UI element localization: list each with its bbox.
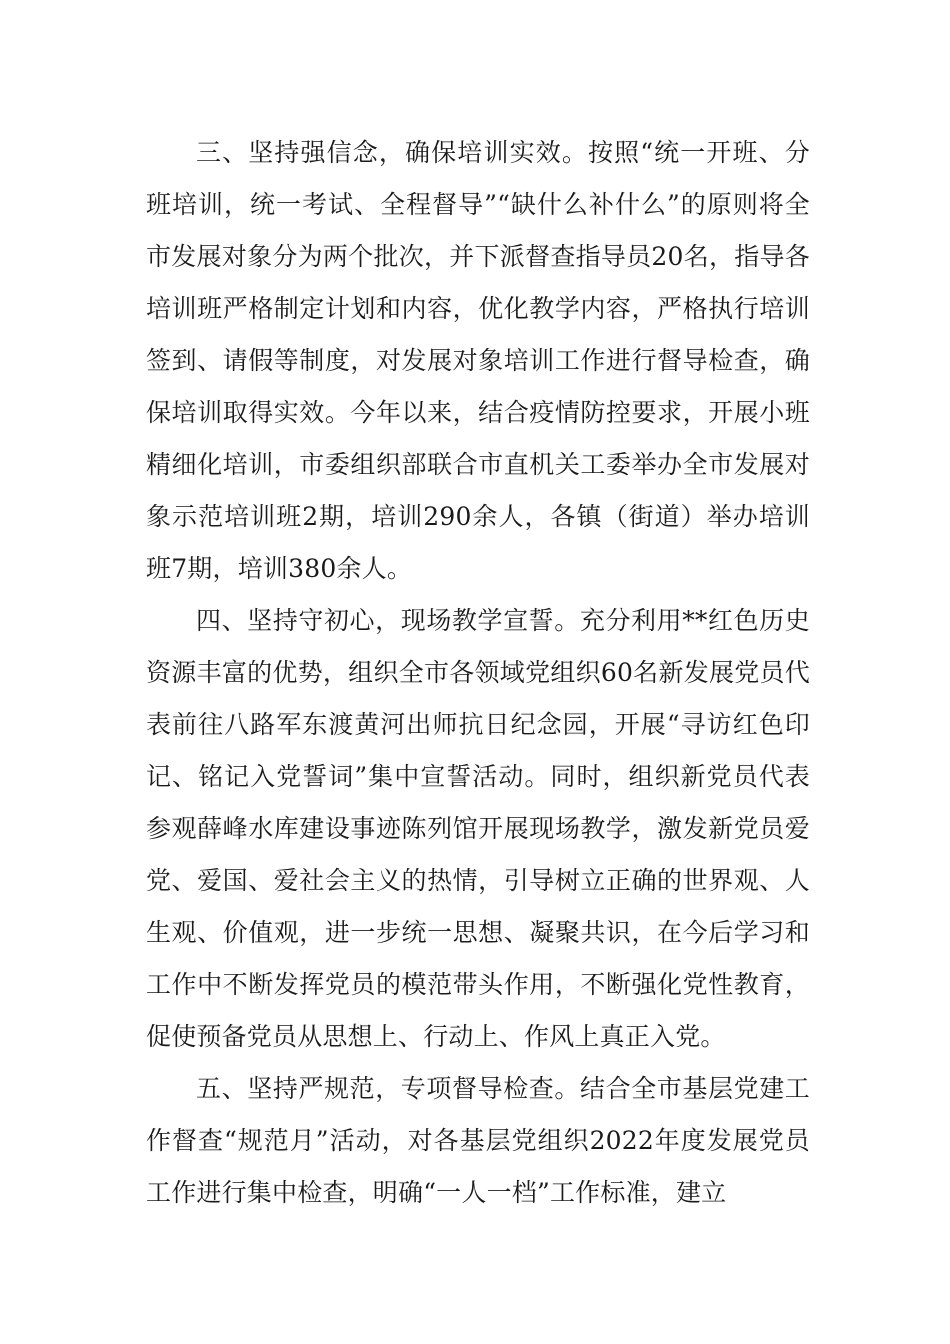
paragraph-supervision-inspection: 五、坚持严规范，专项督导检查。结合全市基层党建工作督查“规范月”活动，对各基层党组织2022年度发展党员工作进行集中检查，明确“一人一档”工作标准，建立 <box>146 1074 810 1207</box>
paragraph-oath-education: 四、坚持守初心，现场教学宣誓。充分利用**红色历史资源丰富的优势，组织全市各领域党组织60名新发展党员代表前往八路军东渡黄河出师抗日纪念园，开展“寻访红色印记、铭记入党誓词”集中宣誓活动。同时，组织新党员代表参观薛峰水库建设事迹陈列馆开展现场教学，激发新党员爱党、爱国、爱社会主义的热情，引导树立正确的世界观、人生观、价值观，进一步统一思想、凝聚共识，在今后学习和工作中不断发挥党员的模范带头作用，不断强化党性教育，促使预备党员从思想上、行动上、作风上真正入党。 <box>146 606 810 1051</box>
document-body <box>146 127 810 1219</box>
paragraph-training-effectiveness: 三、坚持强信念，确保培训实效。按照“统一开班、分班培训，统一考试、全程督导”“缺什么补什么”的原则将全市发展对象分为两个批次，并下派督查指导员20名，指导各培训班严格制定计划和内容，优化教学内容，严格执行培训签到、请假等制度，对发展对象培训工作进行督导检查，确保培训取得实效。今年以来，结合疫情防控要求，开展小班精细化培训，市委组织部联合市直机关工委举办全市发展对象示范培训班2期，培训290余人，各镇（街道）举办培训班7期，培训380余人。 <box>146 138 810 583</box>
